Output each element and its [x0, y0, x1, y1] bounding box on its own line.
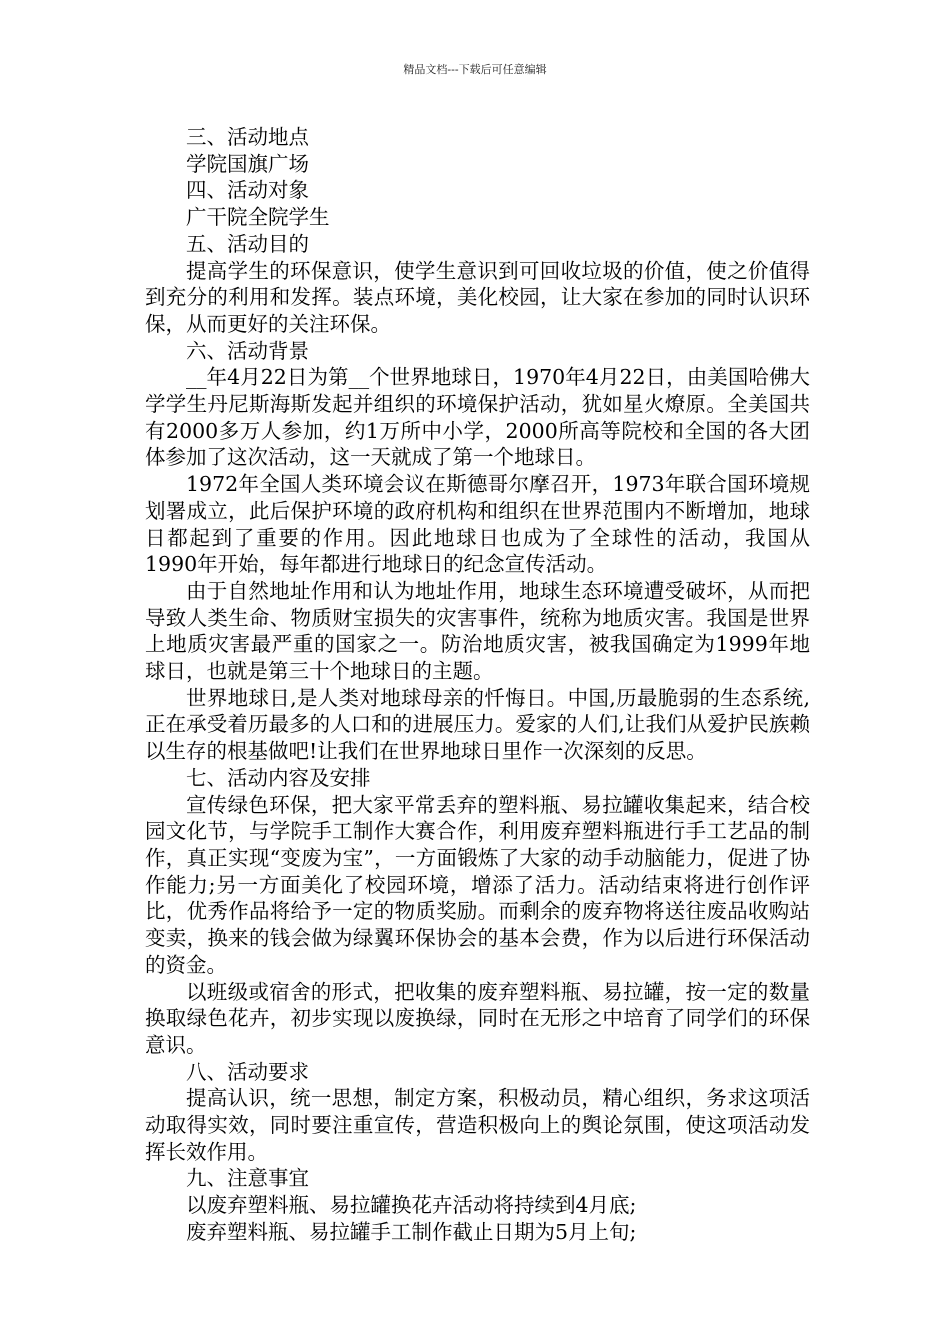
requirements-paragraph: 提高认识，统一思想，制定方案，积极动员，精心组织，务求这项活动取得实效，同时要注重宣传，营造积极向上的舆论氛围，使这项活动发挥长效作用。 [145, 1086, 810, 1164]
background-paragraph-3: 由于自然地址作用和认为地址作用，地球生态环境遭受破坏，从而把导致人类生命、物质财宝损失的灾害事件，统称为地质灾害。我国是世界上地质灾害最严重的国家之一。防治地质灾害，被我国确定为1999年地球日，也就是第三十个地球日的主题。 [145, 578, 810, 684]
purpose-paragraph: 提高学生的环保意识，使学生意识到可回收垃圾的价值，使之价值得到充分的利用和发挥。装点环境，美化校园，让大家在参加的同时认识环保，从而更好的关注环保。 [145, 258, 810, 336]
audience-text: 广干院全院学生 [186, 205, 330, 230]
notes-item-1: 以废弃塑料瓶、易拉罐换花卉活动将持续到4月底; [186, 1193, 637, 1218]
background-paragraph-4: 世界地球日,是人类对地球母亲的忏悔日。中国,历最脆弱的生态系统,正在承受着历最多的人口和的进展压力。爱家的人们,让我们从爱护民族赖以生存的根基做吧!让我们在世界地球日里作一次深刻的反思。 [145, 685, 810, 764]
heading-notes: 九、注意事宜 [186, 1166, 309, 1191]
background-paragraph-1: __年4月22日为第__个世界地球日，1970年4月22日，由美国哈佛大学学生丹尼斯海斯发起并组织的环境保护活动，犹如星火燎原。全美国共有2000多万人参加，约1万所中小学，2000所高等院校和全国的各大团体参加了这次活动，这一天就成了第一个地球日。 [145, 365, 810, 470]
content-paragraph-2: 以班级或宿舍的形式，把收集的废弃塑料瓶、易拉罐，按一定的数量换取绿色花卉，初步实现以废换绿，同时在无形之中培育了同学们的环保意识。 [145, 979, 810, 1057]
content-paragraph-1: 宣传绿色环保，把大家平常丢弃的塑料瓶、易拉罐收集起来，结合校园文化节，与学院手工制作大赛合作，利用废弃塑料瓶进行手工艺品的制作，真正实现“变废为宝”，一方面锻炼了大家的动手动脑能力，促进了协作能力;另一方面美化了校园环境，增添了活力。活动结束将进行创作评比，优秀作品将给予一定的物质奖励。而剩余的废弃物将送往废品收购站变卖，换来的钱会做为绿翼环保协会的基本会费，作为以后进行环保活动的资金。 [145, 792, 810, 977]
heading-purpose: 五、活动目的 [186, 231, 309, 256]
page-header: 精品文档---下载后可任意编辑 [403, 63, 547, 76]
heading-audience: 四、活动对象 [186, 178, 309, 203]
location-text: 学院国旗广场 [186, 151, 309, 176]
background-paragraph-2: 1972年全国人类环境会议在斯德哥尔摩召开，1973年联合国环境规划署成立，此后保护环境的政府机构和组织在世界范围内不断增加，地球日都起到了重要的作用。因此地球日也成为了全球性的活动，我国从1990年开始，每年都进行地球日的纪念宣传活动。 [145, 472, 810, 577]
heading-background: 六、活动背景 [186, 338, 309, 363]
notes-item-2: 废弃塑料瓶、易拉罐手工制作截止日期为5月上旬; [186, 1219, 637, 1244]
heading-content: 七、活动内容及安排 [186, 765, 371, 790]
heading-location: 三、活动地点 [186, 125, 309, 149]
document-body [145, 124, 810, 1246]
heading-requirements: 八、活动要求 [186, 1059, 309, 1084]
